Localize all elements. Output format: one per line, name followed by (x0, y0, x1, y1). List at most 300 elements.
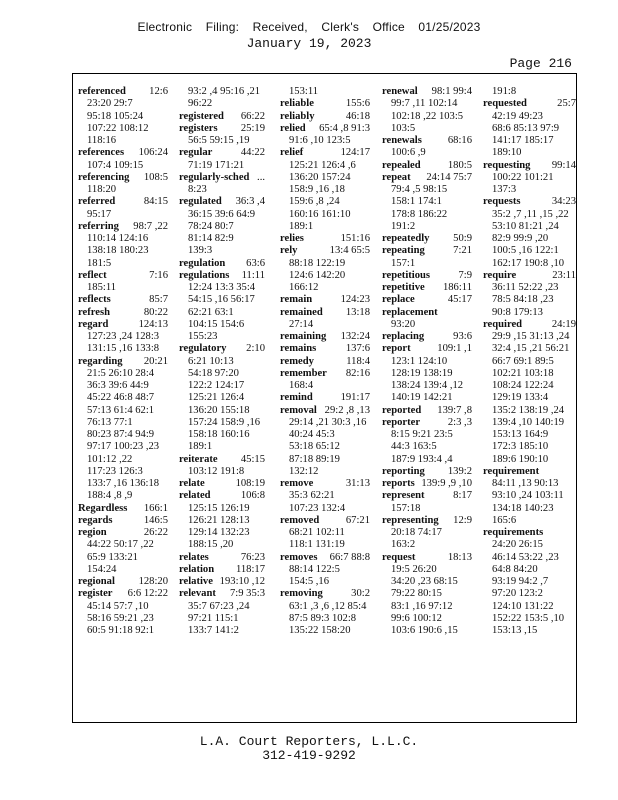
page-line-refs: 2:10 (246, 343, 265, 355)
index-continuation (179, 527, 267, 539)
index-continuation (179, 307, 267, 319)
page-line-refs: 31:13 (345, 478, 370, 489)
index-continuation (382, 601, 474, 613)
page-line-refs: 19:5 26:20 (391, 563, 437, 575)
index-term: reliable (280, 98, 314, 110)
index-continuation (382, 503, 474, 515)
index-entry (179, 172, 267, 184)
index-continuation (179, 503, 267, 515)
page-line-refs: 8:23 (188, 184, 207, 195)
index-column-2 (179, 86, 267, 637)
page-line-refs: 106:8 (240, 490, 265, 502)
index-entry (179, 111, 267, 123)
page-line-refs: 157:1 (391, 257, 416, 269)
index-continuation (179, 601, 267, 613)
index-continuation (280, 184, 372, 196)
index-term: repeatedly (382, 233, 430, 244)
index-entry (382, 294, 474, 306)
index-term: remember (280, 367, 327, 379)
index-continuation (483, 147, 578, 159)
index-entry (382, 172, 474, 184)
index-continuation (382, 368, 474, 380)
index-continuation (483, 601, 578, 613)
index-term: requirement (483, 465, 540, 477)
index-continuation (179, 331, 267, 343)
page-line-refs: 7:9 (458, 269, 472, 281)
page-line-refs: 139:3 (188, 245, 213, 257)
index-continuation (382, 221, 474, 233)
page-line-refs: 100:6 ,9 (391, 147, 426, 159)
page-line-refs: 103:12 191:8 (188, 465, 245, 477)
index-continuation (483, 380, 578, 392)
footer-phone: 312-419-9292 (262, 748, 356, 763)
page-line-refs: 109:1 ,1 (437, 343, 472, 355)
index-entry (179, 270, 267, 282)
index-continuation (483, 258, 578, 270)
index-continuation (483, 503, 578, 515)
page-line-refs: 35:2 ,7 ,11 ,15 ,22 (492, 208, 569, 220)
page-line-refs: 79:22 80:15 (391, 588, 442, 600)
index-continuation (382, 184, 474, 196)
index-continuation (280, 196, 372, 208)
index-entry (483, 270, 578, 282)
page-line-refs: 24:19 (551, 318, 576, 330)
index-term: relief (280, 147, 304, 159)
page-line-refs: 110:14 124:16 (87, 233, 149, 244)
index-column-5 (483, 86, 578, 637)
index-continuation (280, 86, 372, 98)
page-line-refs: 80:23 87:4 94:9 (87, 429, 155, 440)
index-continuation (78, 552, 170, 564)
index-entry (483, 319, 578, 331)
index-continuation (280, 576, 372, 588)
page-line-refs: 122:2 124:17 (188, 380, 245, 391)
page-line-refs: 189:1 (188, 441, 213, 453)
index-entry (280, 123, 372, 135)
index-continuation (382, 539, 474, 551)
index-term: regulations (179, 269, 230, 281)
page-line-refs: 36:3 ,4 (235, 196, 265, 208)
page-line-refs: 40:24 45:3 (289, 429, 335, 440)
index-continuation (483, 209, 578, 221)
page-line-refs: 124:6 142:20 (289, 269, 346, 281)
page-line-refs: 158:18 160:16 (188, 429, 250, 440)
index-continuation (483, 184, 578, 196)
index-column-3 (280, 86, 372, 637)
index-term: renewals (382, 135, 422, 146)
index-term: reports (382, 478, 415, 489)
index-continuation (179, 282, 267, 294)
index-entry (280, 552, 372, 564)
index-term: renewal (382, 86, 418, 97)
index-continuation (280, 466, 372, 478)
page-line-refs: 154:24 (87, 563, 117, 575)
index-entry (280, 356, 372, 368)
index-continuation (483, 111, 578, 123)
page-line-refs: 153:11 (289, 86, 319, 97)
index-entry (382, 233, 474, 245)
index-term: Regardless (78, 502, 128, 514)
index-continuation (280, 380, 372, 392)
index-continuation (179, 429, 267, 441)
page-line-refs: 82:9 99:9 ,20 (492, 233, 549, 244)
index-continuation (382, 588, 474, 600)
index-entry (78, 576, 170, 588)
page-line-refs: 27:14 (289, 318, 314, 330)
page-line-refs: 138:24 139:4 ,12 (391, 380, 464, 391)
index-continuation (78, 368, 170, 380)
index-entry (179, 478, 267, 490)
page-line-refs: 7:21 (453, 245, 472, 257)
page-line-refs: 88:18 122:19 (289, 257, 346, 269)
page-line-refs: 85:7 (149, 294, 168, 306)
index-term: require (483, 269, 517, 281)
index-entry (179, 564, 267, 576)
page-line-refs: 24:20 26:15 (492, 539, 543, 551)
index-term: reporting (382, 465, 425, 477)
page-line-refs: 187:9 193:4 ,4 (391, 453, 453, 465)
page-line-refs: 54:15 ,16 56:17 (188, 294, 255, 306)
index-term: repeat (382, 171, 411, 183)
page-line-refs: 103:5 (391, 122, 416, 134)
index-entry (78, 172, 170, 184)
page-line-refs: 54:18 97:20 (188, 367, 239, 379)
page-line-refs: 63:6 (246, 257, 265, 269)
index-term: regulatory (179, 343, 227, 355)
page-line-refs: 34:23 (551, 196, 576, 208)
index-entry (179, 588, 267, 600)
index-continuation (78, 111, 170, 123)
page-line-refs: 118:16 (87, 135, 117, 146)
index-continuation (483, 294, 578, 306)
index-continuation (179, 319, 267, 331)
page-line-refs: 165:6 (492, 514, 517, 526)
index-entry (78, 294, 170, 306)
page-line-refs: 68:21 102:11 (289, 527, 345, 538)
index-term: requesting (483, 159, 531, 171)
page-line-refs: 76:23 (240, 551, 265, 563)
index-entry (382, 307, 474, 319)
page-line-refs: 97:20 123:2 (492, 588, 543, 600)
index-entry (78, 147, 170, 159)
page-line-refs: 157:24 158:9 ,16 (188, 416, 261, 428)
page-line-refs: 98:7 ,22 (133, 220, 168, 232)
index-continuation (382, 380, 474, 392)
index-continuation (483, 343, 578, 355)
index-continuation (179, 368, 267, 380)
index-continuation (78, 454, 170, 466)
page-line-refs: 95:18 105:24 (87, 110, 144, 122)
page-line-refs: 76:13 77:1 (87, 416, 133, 428)
index-continuation (382, 98, 474, 110)
page-line-refs: 20:21 (143, 355, 168, 367)
page-line-refs: 129:19 133:4 (492, 392, 549, 404)
page-line-refs: 132:24 (340, 331, 370, 342)
index-continuation (78, 625, 170, 637)
filing-stamp: Electronic Filing: Received, Clerk's Office 01/25/2023 (137, 20, 481, 34)
page-line-refs: 32:4 ,15 ,21 56:21 (492, 343, 570, 355)
page-line-refs: 193:10 ,12 (219, 576, 265, 587)
index-continuation (483, 172, 578, 184)
page-line-refs: 6:21 10:13 (188, 355, 234, 367)
index-entry (382, 135, 474, 147)
page-line-refs: 12:9 (453, 514, 472, 526)
page-line-refs: 66:7 69:1 89:5 (492, 355, 554, 367)
index-continuation (280, 417, 372, 429)
index-term: representing (382, 514, 439, 526)
index-continuation (280, 282, 372, 294)
page-line-refs: 133:7 ,16 136:18 (87, 478, 160, 489)
page-line-refs: 160:16 161:10 (289, 208, 351, 220)
page-line-refs: 84:15 (143, 196, 168, 208)
page-line-refs: 100:5 ,16 122:1 (492, 245, 559, 257)
index-term: remove (280, 478, 314, 489)
page-line-refs: 100:22 101:21 (492, 171, 554, 183)
page-line-refs: 6:6 12:22 (127, 588, 168, 600)
index-entry (483, 527, 578, 539)
page-line-refs: 157:18 (391, 502, 421, 514)
index-continuation (179, 417, 267, 429)
index-continuation (280, 172, 372, 184)
index-term: referenced (78, 86, 126, 97)
page-line-refs: 8:15 9:21 23:5 (391, 429, 453, 440)
index-continuation (483, 625, 578, 637)
page-line-refs: 155:6 (345, 98, 370, 110)
index-continuation (179, 466, 267, 478)
index-term: remains (280, 343, 317, 355)
page-line-refs: 25:19 (240, 122, 265, 134)
page-line-refs: 34:20 ,23 68:15 (391, 576, 458, 587)
index-continuation (382, 258, 474, 270)
page-line-refs: 62:21 63:1 (188, 306, 234, 318)
index-entry (78, 503, 170, 515)
index-continuation (382, 625, 474, 637)
footer-company: L.A. Court Reporters, L.L.C. (199, 734, 419, 749)
page-line-refs: 53:18 65:12 (289, 441, 340, 453)
page-line-refs: 93:10 ,24 103:11 (492, 490, 564, 502)
page-line-refs: 153:13 164:9 (492, 429, 549, 440)
index-term: registered (179, 110, 224, 122)
page-line-refs: 60:5 91:18 92:1 (87, 625, 155, 636)
index-continuation (280, 539, 372, 551)
page-line-refs: 44:22 (240, 147, 265, 159)
index-continuation (78, 466, 170, 478)
index-continuation (483, 417, 578, 429)
index-continuation (280, 527, 372, 539)
index-entry (382, 86, 474, 98)
page-line-refs: 67:21 (345, 514, 370, 526)
page-line-refs: 23:20 29:7 (87, 98, 133, 110)
word-index-box (72, 73, 577, 723)
index-term: removes (280, 551, 318, 563)
page-line-refs: 123:1 124:10 (391, 355, 448, 367)
page-line-refs: 78:5 84:18 ,23 (492, 294, 554, 306)
index-continuation (280, 319, 372, 331)
index-continuation (280, 503, 372, 515)
index-continuation (382, 111, 474, 123)
index-continuation (78, 478, 170, 490)
page-line-refs: 188:15 ,20 (188, 539, 234, 551)
page-line-refs: 124:23 (340, 294, 370, 306)
page-line-refs: 36:15 39:6 64:9 (188, 208, 256, 220)
page-line-refs: 26:22 (143, 527, 168, 538)
page-line-refs: 178:8 186:22 (391, 208, 448, 220)
index-continuation (483, 454, 578, 466)
index-continuation (382, 392, 474, 404)
index-continuation (179, 515, 267, 527)
index-term: reflects (78, 294, 111, 306)
page-line-refs: 20:18 74:17 (391, 527, 442, 538)
index-term: relation (179, 563, 215, 575)
page-line-refs: 104:15 154:6 (188, 318, 245, 330)
page-line-refs: 102:18 ,22 103:5 (391, 110, 464, 122)
page-line-refs: 101:12 ,22 (87, 453, 133, 465)
index-term: related (179, 490, 211, 502)
page-line-refs: 129:14 132:23 (188, 527, 250, 538)
index-term: remedy (280, 355, 314, 367)
index-entry (78, 221, 170, 233)
page-line-refs: 151:16 (340, 233, 370, 244)
index-entry (280, 233, 372, 245)
page-line-refs: 138:18 180:23 (87, 245, 149, 257)
index-term: reporter (382, 416, 421, 428)
index-entry (280, 307, 372, 319)
index-entry (78, 319, 170, 331)
index-entry (179, 552, 267, 564)
page-line-refs: 153:13 ,15 (492, 625, 538, 636)
index-entry (280, 111, 372, 123)
index-entry (179, 490, 267, 502)
page-line-refs: 139:2 (447, 465, 472, 477)
index-continuation (483, 429, 578, 441)
index-continuation (483, 245, 578, 257)
page-line-refs: 141:17 185:17 (492, 135, 554, 146)
page-line-refs: 57:13 61:4 62:1 (87, 404, 155, 416)
index-continuation (483, 356, 578, 368)
index-continuation (179, 160, 267, 172)
index-continuation (280, 625, 372, 637)
index-continuation (179, 625, 267, 637)
page-line-refs: 102:21 103:18 (492, 367, 554, 379)
index-continuation (382, 123, 474, 135)
index-term: relies (280, 233, 304, 244)
index-entry (382, 245, 474, 257)
index-continuation (483, 564, 578, 576)
index-continuation (78, 405, 170, 417)
page-line-refs: 140:19 142:21 (391, 392, 453, 404)
index-continuation (78, 282, 170, 294)
index-term: remain (280, 294, 313, 306)
page-line-refs: 97:21 115:1 (188, 612, 239, 624)
index-entry (483, 466, 578, 478)
index-entry (280, 245, 372, 257)
index-entry (179, 123, 267, 135)
index-entry (382, 270, 474, 282)
page-line-refs: 135:2 138:19 ,24 (492, 404, 565, 416)
index-term: requests (483, 196, 521, 208)
index-term: reiterate (179, 453, 218, 465)
page-line-refs: 107:22 108:12 (87, 122, 149, 134)
index-term: registers (179, 122, 218, 134)
page-line-refs: 87:5 89:3 102:8 (289, 612, 357, 624)
index-term: required (483, 318, 523, 330)
page-line-refs: 46:14 53:22 ,23 (492, 551, 559, 563)
index-continuation (179, 135, 267, 147)
page-line-refs: 118:20 (87, 184, 117, 195)
index-continuation (382, 356, 474, 368)
index-continuation (483, 588, 578, 600)
index-term: register (78, 588, 113, 600)
index-entry (78, 307, 170, 319)
index-term: report (382, 343, 411, 355)
transcript-date: January 19, 2023 (246, 36, 372, 51)
index-term: references (78, 147, 125, 159)
index-entry (280, 405, 372, 417)
index-continuation (179, 221, 267, 233)
page-line-refs: 139:7 ,8 (437, 404, 472, 416)
page-line-refs: 125:21 126:4 ,6 (289, 159, 356, 171)
page-line-refs: 30:2 (351, 588, 370, 600)
index-entry (382, 515, 474, 527)
index-entry (78, 356, 170, 368)
page-line-refs: 108:5 (143, 171, 168, 183)
page-line-refs: 158:9 ,16 ,18 (289, 184, 345, 195)
index-continuation (179, 184, 267, 196)
page-line-refs: 44:22 50:17 ,22 (87, 539, 154, 551)
page-line-refs: 90:8 179:13 (492, 306, 543, 318)
index-continuation (280, 613, 372, 625)
index-term: regards (78, 514, 113, 526)
index-continuation (483, 123, 578, 135)
index-term: remained (280, 306, 323, 318)
index-entry (280, 368, 372, 380)
index-continuation (78, 209, 170, 221)
page-line-refs: 154:5 ,16 (289, 576, 330, 587)
page-line-refs: 124:13 (138, 318, 168, 330)
index-entry (280, 98, 372, 110)
page-line-refs: 168:4 (289, 380, 314, 391)
page-line-refs: 162:17 190:8 ,10 (492, 257, 565, 269)
index-term: referencing (78, 171, 130, 183)
page-line-refs: 35:7 67:23 ,24 (188, 600, 250, 612)
page-line-refs: 13:4 65:5 (329, 245, 370, 257)
page-line-refs: 83:1 ,16 97:12 (391, 600, 453, 612)
page-line-refs: 18:13 (447, 551, 472, 563)
page-line-refs: 191:17 (340, 392, 370, 404)
index-continuation (78, 343, 170, 355)
index-term: repetitive (382, 282, 425, 293)
page-line-refs: 65:4 ,8 91:3 (319, 122, 370, 134)
page-line-refs: 45:15 (240, 453, 265, 465)
index-continuation (179, 613, 267, 625)
index-continuation (382, 209, 474, 221)
index-continuation (280, 258, 372, 270)
index-entry (382, 343, 474, 355)
index-continuation (483, 331, 578, 343)
index-continuation (382, 147, 474, 159)
index-continuation (483, 613, 578, 625)
page-line-refs: 50:9 (453, 233, 472, 244)
index-continuation (179, 356, 267, 368)
index-continuation (78, 123, 170, 135)
index-term: relates (179, 551, 209, 563)
index-continuation (78, 245, 170, 257)
index-continuation (78, 539, 170, 551)
index-term: request (382, 551, 416, 563)
index-continuation (78, 380, 170, 392)
page-line-refs: 166:12 (289, 282, 319, 293)
index-continuation (179, 405, 267, 417)
